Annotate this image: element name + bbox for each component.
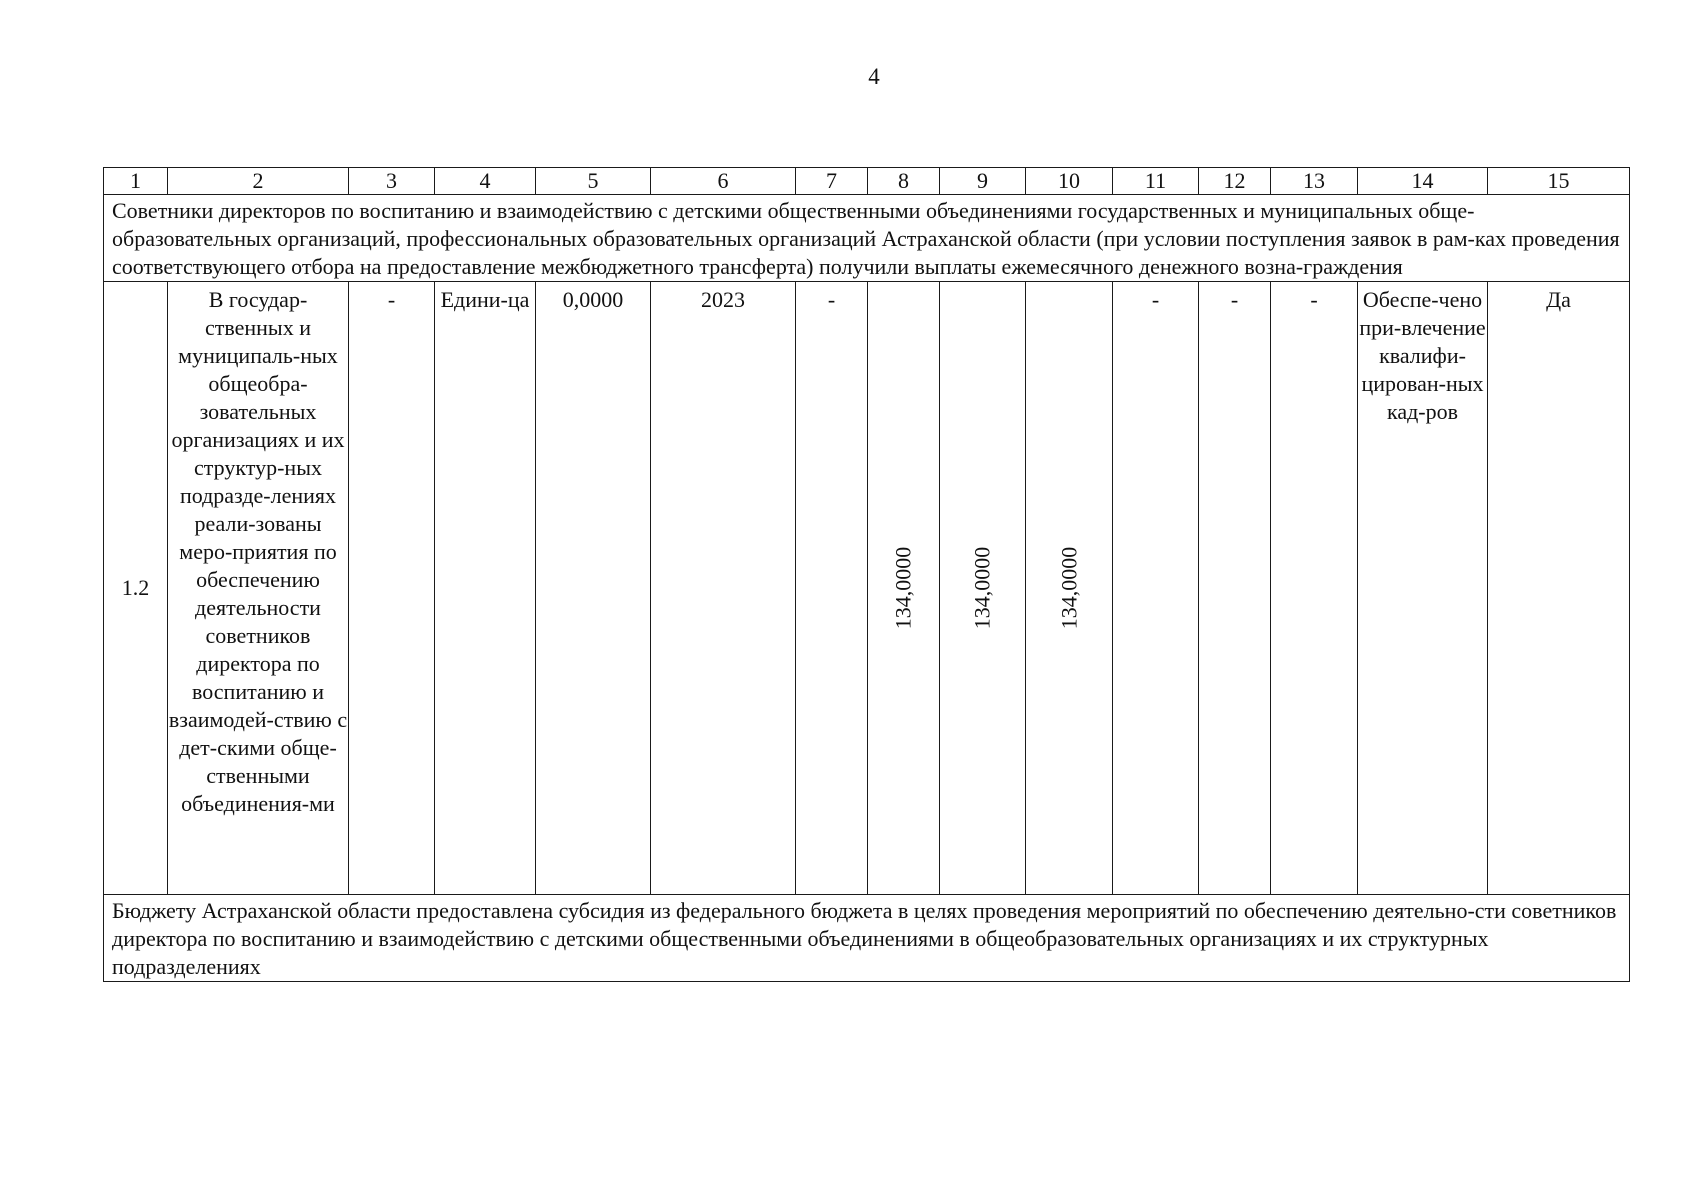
base-value-cell xyxy=(536,282,651,895)
cell-12-text: - xyxy=(1230,287,1239,312)
cell-11-text: - xyxy=(1151,287,1160,312)
cell-12 xyxy=(1199,282,1271,895)
flag-text: Да xyxy=(1546,287,1571,312)
header-cell: 15 xyxy=(1488,168,1630,195)
result-text: Обеспе-чено при-влечение квалифи-цирован-ных кад-ров xyxy=(1359,287,1486,424)
year-text: 2023 xyxy=(701,287,745,312)
value-10-cell xyxy=(1026,282,1113,895)
header-cell: 4 xyxy=(435,168,536,195)
results-table xyxy=(103,167,1630,982)
header-cell: 12 xyxy=(1199,168,1271,195)
header-cell: 6 xyxy=(651,168,796,195)
cell-13-text: - xyxy=(1310,287,1318,312)
header-cell: 10 xyxy=(1026,168,1113,195)
event-description xyxy=(168,282,349,895)
header-cell: 11 xyxy=(1113,168,1199,195)
header-cell: 8 xyxy=(868,168,940,195)
cell-11 xyxy=(1113,282,1199,895)
result-cell xyxy=(1358,282,1488,895)
row-number: 1.2 xyxy=(104,282,168,895)
cell-3-text: - xyxy=(387,287,396,312)
value-9: 134,0000 xyxy=(969,546,995,630)
header-cell: 5 xyxy=(536,168,651,195)
footer-text: Бюджету Астраханской области предоставлена субсидия из федерального бюджета в целях проведения мероприятий по обеспечению деятельно-сти советников директора по воспитанию и взаимодействию с детскими общественными объединениями в общеобразовательных организациях и их структурных подразделениях xyxy=(104,895,1630,982)
unit-text: Едини-ца xyxy=(440,287,530,312)
section-title-row xyxy=(104,195,1630,282)
event-description-text: В государ-ственных и муниципаль-ных общеобра-зовательных организациях и их структур-ных подразде-лениях реали-зованы меро-приятия по обеспечению деятельности советников директора по воспитанию и взаимодей-ствию с дет-скими обще-ственными объединения-ми xyxy=(168,287,348,816)
page-number: 4 xyxy=(868,64,880,89)
year-cell xyxy=(651,282,796,895)
unit-cell xyxy=(435,282,536,895)
flag-cell xyxy=(1488,282,1630,895)
section-title: Советники директоров по воспитанию и взаимодействию с детскими общественными объединениями государственных и муниципальных обще-образовательных организаций, профессиональных образовательных организаций Астраханской области (при условии поступления заявок в рам-ках проведения соответствующего отбора на предоставление межбюджетного трансферта) получили выплаты ежемесячного денежного возна-граждения xyxy=(104,195,1630,282)
table-row xyxy=(104,282,1630,895)
header-cell: 7 xyxy=(796,168,868,195)
header-cell: 3 xyxy=(349,168,435,195)
value-8: 134,0000 xyxy=(890,546,916,630)
value-9-cell xyxy=(940,282,1026,895)
cell-3 xyxy=(349,282,435,895)
column-number-row xyxy=(104,168,1630,195)
header-cell: 1 xyxy=(104,168,168,195)
cell-13 xyxy=(1271,282,1358,895)
header-cell: 2 xyxy=(168,168,349,195)
value-10: 134,0000 xyxy=(1056,546,1081,630)
value-8-cell xyxy=(868,282,940,895)
header-cell: 9 xyxy=(940,168,1026,195)
header-cell: 14 xyxy=(1358,168,1488,195)
footer-row xyxy=(104,895,1630,982)
base-value-text: 0,0000 xyxy=(562,287,624,312)
cell-7 xyxy=(796,282,868,895)
cell-7-text: - xyxy=(827,287,836,312)
header-cell: 13 xyxy=(1271,168,1358,195)
